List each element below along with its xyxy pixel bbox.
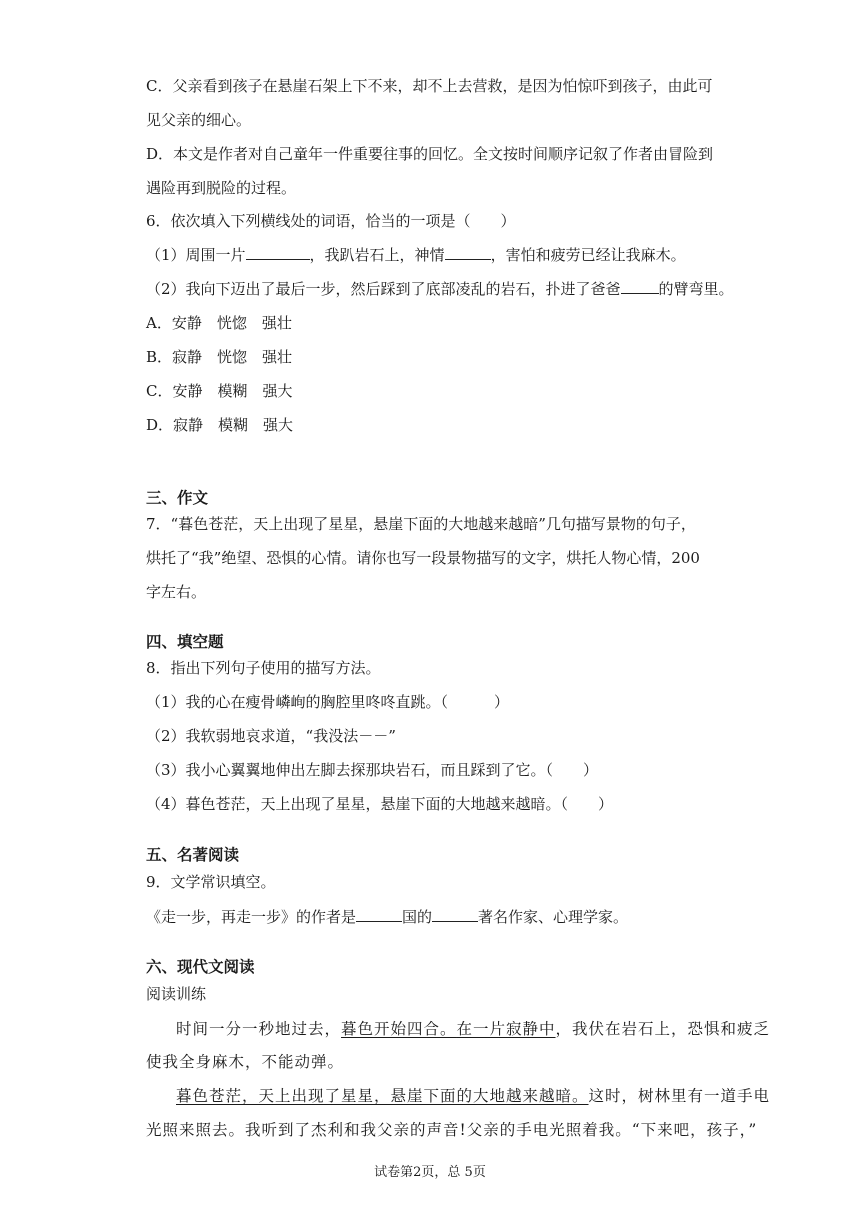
q9-blank-2[interactable]	[432, 907, 478, 922]
q6-s1-part-b: ，我趴岩石上，神情	[309, 246, 445, 264]
q6-blank-3[interactable]	[621, 279, 659, 294]
section-6-title: 六、现代文阅读	[146, 957, 255, 976]
q8-s4-close: ）	[598, 795, 614, 813]
q6-blank-1[interactable]	[246, 245, 310, 260]
q6-option-c: C．安静 模糊 强大	[146, 382, 293, 400]
q5-option-d-line2: 遇险再到脱险的过程。	[146, 179, 297, 197]
q8-sentence-4	[146, 794, 746, 814]
q6-s2-part-b: 的臂弯里。	[658, 280, 734, 298]
section-5-title: 五、名著阅读	[146, 845, 240, 864]
passage-p1-line1	[176, 1019, 776, 1039]
q7-line1: 7．“暮色苍茫，天上出现了星星，悬崖下面的大地越来越暗”几句描写景物的句子，	[146, 515, 696, 533]
q5-option-c-line1: C．父亲看到孩子在悬崖石架上下不来，却不上去营救，是因为怕惊吓到孩子，由此可	[146, 77, 713, 95]
q6-option-a: A．安静 恍惚 强壮	[146, 314, 292, 332]
q9-fill	[146, 907, 746, 927]
passage-p1-line2: 使我全身麻木，不能动弹。	[146, 1053, 345, 1071]
q6-s1-part-c: ，害怕和疲劳已经让我麻木。	[490, 246, 686, 264]
passage-p1-text-c: ，我伏在岩石上，恐惧和疲乏	[555, 1020, 771, 1038]
q9-fill-part-c: 著名作家、心理学家。	[478, 908, 629, 926]
section-3-title: 三、作文	[146, 488, 209, 507]
passage-p1-text-a: 时间一分一秒地过去，	[176, 1020, 342, 1038]
q8-sentence-3	[146, 760, 746, 780]
q8-sentence-2: （2）我软弱地哀求道，“我没法－－”	[146, 727, 396, 745]
q6-option-b: B．寂静 恍惚 强壮	[146, 348, 293, 366]
section-4-title: 四、填空题	[146, 632, 224, 651]
q8-sentence-1	[146, 692, 746, 712]
q6-s2-part-a: （2）我向下迈出了最后一步，然后踩到了底部凌乱的岩石，扑进了爸爸	[146, 280, 621, 298]
passage-underline-2: 在一片寂静中	[456, 1020, 556, 1038]
q5-option-c-line2: 见父亲的细心。	[146, 111, 252, 129]
q6-s1-part-a: （1）周围一片	[146, 246, 246, 264]
q8-s4-text: （4）暮色苍茫，天上出现了星星，悬崖下面的大地越来越暗。（	[146, 795, 569, 813]
q9-stem: 9．文学常识填空。	[146, 873, 276, 891]
reading-subtitle: 阅读训练	[146, 985, 207, 1003]
q8-s3-text: （3）我小心翼翼地伸出左脚去探那块岩石，而且踩到了它。（	[146, 761, 554, 779]
q8-s1-close: ）	[494, 693, 510, 711]
passage-underline-3: 暮色苍茫，天上出现了星星，悬崖下面的大地越来越暗。	[176, 1087, 589, 1105]
q8-s1-text: （1）我的心在瘦骨嶙峋的胸腔里咚咚直跳。（	[146, 693, 449, 711]
q8-stem: 8．指出下列句子使用的描写方法。	[146, 659, 381, 677]
passage-p2-text-a: 这时，树林里有一道手电	[588, 1087, 771, 1105]
q6-sentence-2	[146, 279, 746, 299]
q6-option-d: D．寂静 模糊 强大	[146, 416, 294, 434]
passage-underline-1: 暮色开始四合。	[341, 1020, 457, 1038]
passage-p2-line2: 光照来照去。我听到了杰利和我父亲的声音!父亲的手电光照着我。“下来吧，孩子，”	[146, 1121, 758, 1139]
passage-p2-line1	[176, 1086, 776, 1106]
page-footer: 试卷第2页，总 5页	[374, 1165, 486, 1180]
q9-blank-1[interactable]	[356, 907, 402, 922]
q6-blank-2[interactable]	[445, 245, 491, 260]
q6-sentence-1	[146, 245, 746, 265]
q9-fill-part-a: 《走一步，再走一步》的作者是	[146, 908, 357, 926]
q7-line2: 烘托了“我”绝望、恐惧的心情。请你也写一段景物描写的文字，烘托人物心情，200	[146, 549, 700, 567]
q7-line3: 字左右。	[146, 583, 207, 601]
q5-option-d-line1: D．本文是作者对自己童年一件重要往事的回忆。全文按时间顺序记叙了作者由冒险到	[146, 145, 714, 163]
q8-s3-close: ）	[583, 761, 599, 779]
q9-fill-part-b: 国的	[402, 908, 433, 926]
q6-stem: 6．依次填入下列横线处的词语，恰当的一项是（ ）	[146, 212, 516, 230]
